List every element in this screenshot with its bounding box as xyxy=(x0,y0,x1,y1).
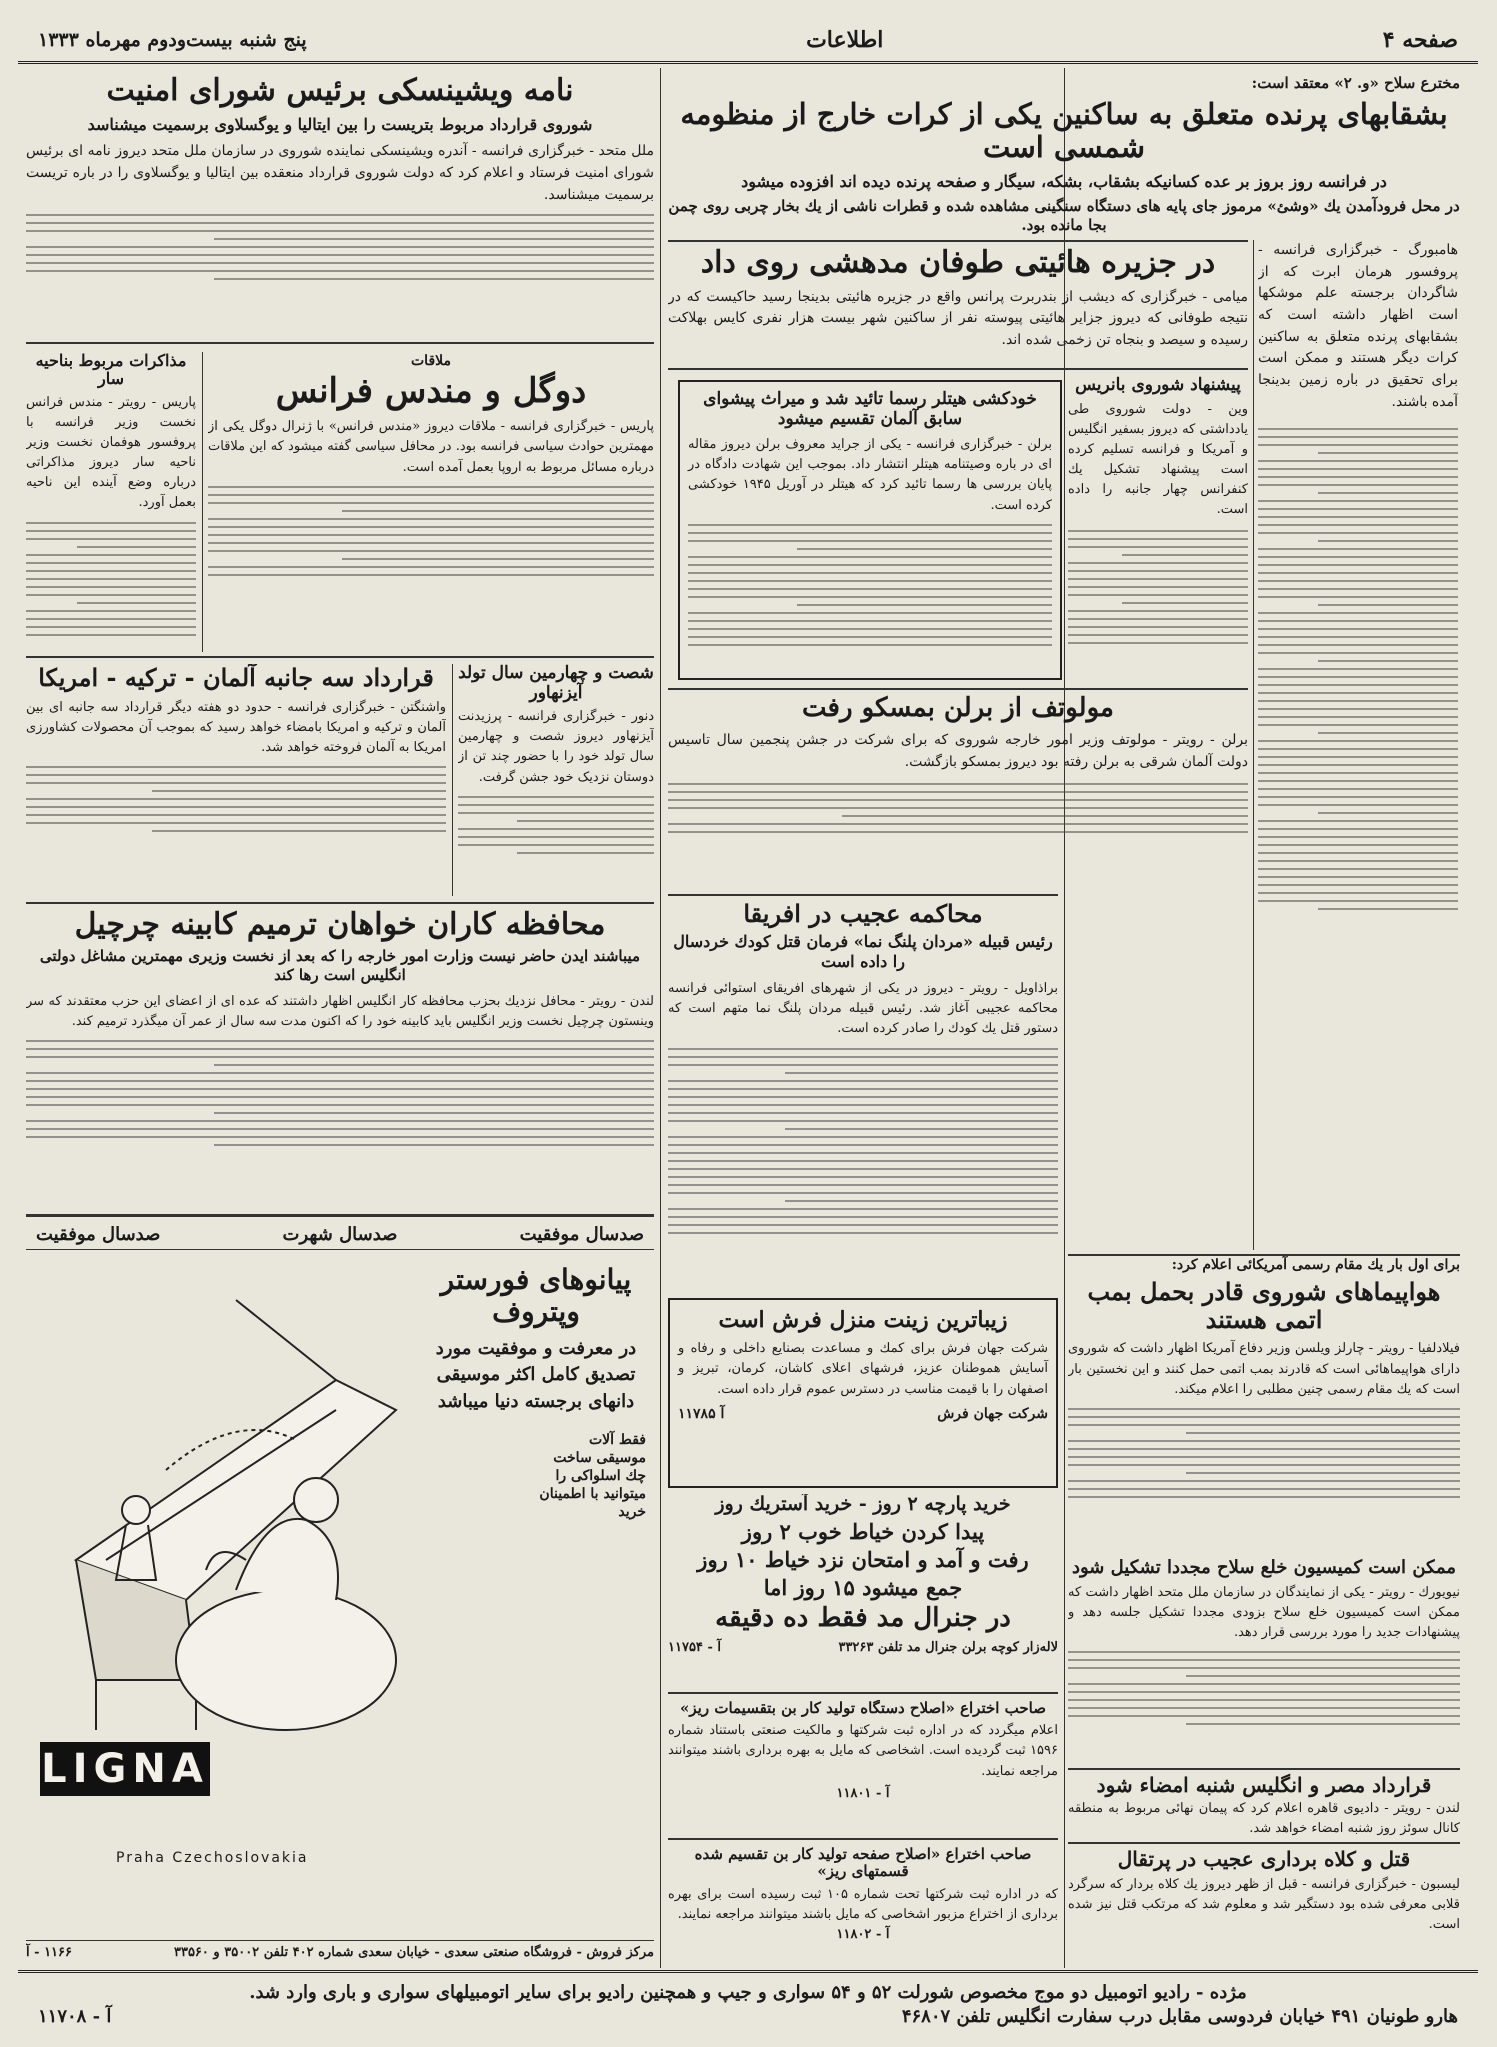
text-lines xyxy=(26,214,654,280)
article-lead: در فرانسه روز بروز بر عده کسانیکه بشقاب، بشکه، سیگار و صفحه پرنده دیده اند افزوده میشود xyxy=(741,172,1387,192)
ad-top-row xyxy=(26,1220,654,1250)
ad-body: شرکت جهان فرش برای کمك و مساعدت بصنایع داخلی و رفاه و آسایش هموطنان عزیز، فرشهای اعلای کاشان، کرمان، تبریز و اصفهان را با قیمت مناسب در دسترس عموم قرار داده است. xyxy=(678,1341,1048,1397)
text-lines xyxy=(208,486,654,576)
column-rule xyxy=(660,68,661,1968)
article-kicker: برای اول بار یك مقام رسمی آمریکائی اعلام کرد: xyxy=(1171,1257,1460,1273)
eisenhower-birthday-article xyxy=(458,664,654,896)
footer-ad xyxy=(18,1970,1478,2028)
text-lines xyxy=(26,766,446,832)
ad-headline: زیباترین زینت منزل فرش است xyxy=(718,1307,1008,1333)
typhoon-article xyxy=(668,240,1248,370)
section-rule xyxy=(26,902,654,904)
article-headline: محافظه کاران خواهان ترمیم کابینه چرچیل xyxy=(74,908,606,942)
piano-illustration-icon xyxy=(36,1260,416,1760)
article-body: میامی - خبرگزاری که دیشب از بندربرت پرانس واقع در جزیره هائیتی بدینجا رسید حاکیست که در نتیجه طوفانی که دیروز جزایر هائیتی پیوسته نفر از ساکنین شهر بیست هزار نفری کایس بهلاکت رسیده و سیصد و بنجاه تن زخمی شده اند. xyxy=(668,288,1248,348)
notice-body: اعلام میگردد که در اداره ثبت شرکتها و مالکیت صنعتی باستناد شماره ۱۵۹۶ ثبت گردیده است. اشخاصی که مایل به بهره برداری باشند میتوانند مراجعه نمایند. xyxy=(668,1723,1058,1779)
egypt-article xyxy=(1068,1768,1460,1838)
article-body: پاریس - خبرگزاری فرانسه - ملاقات دیروز «مندس فرانس» با ژنرال دوگل یکی از مهمترین حوادث سیاسی فرانسه بود. در محافل سیاسی گفته میشود که این ملاقات درباره مسائل مربوط به اروپا بعمل آمده است. xyxy=(208,419,654,475)
ad-side-text: فقط آلات موسیقی ساخت چك اسلواکی را میتوانید با اطمینان خرید xyxy=(539,1431,646,1521)
article-lead-2: در محل فرودآمدن یك «وشئ» مرموز جای پایه های دستگاه سنگینی مشاهده شده و قطرات ناشی از یك بخار چربی روی چمن بجا مانده بود. xyxy=(668,196,1460,234)
text-lines xyxy=(1068,1651,1460,1725)
article-body: لندن - رویتر - دادیوی قاهره اعلام کرد که پیمان نهائی مربوط به منطقه کانال سوئز روز شنبه امضاء خواهد شد. xyxy=(1068,1801,1460,1837)
section-rule xyxy=(26,1214,654,1217)
article-subheadline: میباشند ایدن حاضر نیست وزارت امور خارجه را که بعد از نخست وزیری مهمترین مشاغل دولتی انگلیس است رها کند xyxy=(39,946,641,984)
article-body: لندن - رویتر - محافل نزدیك بحزب محافظه کار انگلیس اظهار داشتند که عده ای از اعضای این حزب معتقدند که سر وینستون چرچیل نخست وزیر انگلیس باید کابینه خود را که اکنون مدت سه سال از عمر آن میگذرد ترمیم کند. xyxy=(26,993,654,1029)
article-body: برلن - رویتر - مولوتف وزیر امور خارجه شوروی که برای شرکت در جشن پنجمین سال تاسیس دولت آلمان شرقی به برلن رفته بود دیروز بمسکو بازگشت. xyxy=(668,731,1248,770)
article-headline: قتل و کلاه برداری عجیب در پرتقال xyxy=(1117,1847,1411,1871)
ad-text: در معرفت و موفقیت مورد تصدیق کامل اکثر موسیقی دانهای برجسته دنیا میباشد xyxy=(435,1338,637,1412)
churchill-article xyxy=(26,908,654,1208)
saar-article xyxy=(26,352,196,652)
text-lines xyxy=(668,1048,1058,1234)
masthead xyxy=(18,18,1478,64)
notice-headline: صاحب اختراع «اصلاح صفحه تولید کار بن تقسیم شده قسمتهای ریز» xyxy=(694,1846,1032,1881)
ad-line: پیدا کردن خیاط خوب ۲ روز xyxy=(741,1518,985,1544)
column-rule xyxy=(452,664,453,896)
ad-address: لاله‌زار کوچه برلن جنرال مد تلفن ۳۳۲۶۳ xyxy=(838,1640,1058,1656)
ad-slogan: صدسال موفقیت xyxy=(519,1224,644,1245)
ad-line: خرید پارچه ۲ روز - خرید آستریك روز xyxy=(715,1494,1011,1515)
notice-code: آ - ۱۱۸۰۱ xyxy=(836,1785,890,1801)
paper-name: اطلاعات xyxy=(806,26,884,53)
article-body: ملل متحد - خبرگزاری فرانسه - آندره ویشینسکی نماینده شوروی در سازمان ملل متحد دیروز نامه ای برئیس شورای امنیت فرستاد و اعلام کرد که دولت شوروی قرارداد منعقده بین ایتالیا و یوگسلاوی را در باره تریست برسمیت میشناسد. xyxy=(26,143,654,203)
ad-code: آ ۱۱۷۸۵ xyxy=(678,1405,725,1422)
article-headline: محاکمه عجیب در افریقا xyxy=(743,899,983,928)
africa-trial-article xyxy=(668,894,1058,1294)
article-headline: نامه ویشینسکی برئیس شورای امنیت xyxy=(106,74,574,108)
article-headline: قرارداد مصر و انگلیس شنبه امضاء شود xyxy=(1096,1773,1432,1797)
article-headline: پیشنهاد شوروی بانریس xyxy=(1075,376,1241,395)
article-headline: خودکشی هیتلر رسما تائید شد و میراث پیشوای سابق آلمان تقسیم میشود xyxy=(703,389,1037,429)
ligna-logo: LIGNA xyxy=(40,1742,210,1796)
degaulle-article xyxy=(208,352,654,652)
article-body: نیویورك - رویتر - یکی از نمایندگان در سازمان ملل متحد اظهار داشت که ممکن است کمیسیون خلع سلاح بزودی مجددا تشکیل جلسه دهد و پیشنهادات جدید را مورد بررسی قرار دهد. xyxy=(1068,1584,1460,1640)
footer-line-2: هارو طونیان ۴۹۱ خیابان فردوسی مقابل درب سفارت انگلیس تلفن ۴۶۸۰۷ xyxy=(901,2006,1458,2028)
treaty-article xyxy=(26,664,446,896)
article-body: براذاویل - رویتر - دیروز در یکی از شهرهای افریقای استوائی فرانسه محاکمه عجیبی آغاز شد. رئیس قبیله مردان پلنگ نما متهم است که دستور قتل یك کودك را صادر کرده است. xyxy=(668,981,1058,1037)
ad-line: رفت و آمد و امتحان نزد خیاط ۱۰ روز xyxy=(697,1546,1029,1572)
article-tag: ملاقات xyxy=(411,353,451,369)
professor-article xyxy=(1258,240,1458,1250)
disarmament-article xyxy=(1068,1558,1460,1763)
issue-date: پنج شنبه بیست‌ودوم مهرماه ۱۳۳۳ xyxy=(38,28,307,51)
ad-code: ۱۱۶۶ - آ xyxy=(26,1945,72,1960)
soviet-bombers-article xyxy=(1068,1254,1460,1554)
text-lines xyxy=(1068,1408,1460,1498)
article-headline: ممکن است کمیسیون خلع سلاح مجددا تشکیل شود xyxy=(1071,1558,1457,1578)
page-label: صفحه ۴ xyxy=(1382,26,1458,53)
section-rule xyxy=(26,656,654,658)
ad-seller: مرکز فروش - فروشگاه صنعتی سعدی - خیابان سعدی شماره ۴۰۲ تلفن ۳۵۰۰۲ و ۳۳۵۶۰ xyxy=(173,1945,654,1960)
article-headline: مذاکرات مربوط بناحیه سار xyxy=(35,352,187,389)
text-lines xyxy=(458,796,654,854)
patent-notice-1 xyxy=(668,1700,1058,1840)
text-lines xyxy=(26,522,196,636)
patent-notice-2 xyxy=(668,1846,1058,1966)
article-body: وین - دولت شوروی طی یادداشتی که دیروز بسفیر انگلیس و آمریکا و فرانسه تسلیم کرده است پیشنهاد تشکیل یك کنفرانس چهار جانبه را داده است. xyxy=(1068,401,1248,518)
notice-code: آ - ۱۱۸۰۲ xyxy=(836,1926,890,1942)
ad-title: پیانوهای فورستر وپتروف xyxy=(440,1263,632,1329)
ad-slogan: صدسال موفقیت xyxy=(36,1224,161,1245)
text-lines xyxy=(1068,530,1248,644)
text-lines xyxy=(26,1040,654,1146)
article-body: برلن - خبرگزاری فرانسه - یکی از جراید معروف برلن دیروز مقاله ای در باره وصیتنامه هیتلر انتشار داد. بموجب این شهادت دادگاه در پایان بررسی ها رسما تائید کرد که هیتلر در آوریل ۱۹۴۵ خودکشی کرده است. xyxy=(688,437,1052,513)
article-headline: شصت و چهارمین سال تولد آیزنهاور xyxy=(458,664,654,703)
article-subheadline: رئیس قبیله «مردان پلنگ نما» فرمان قتل کودك خردسال را داده است xyxy=(673,931,1053,972)
article-headline: قرارداد سه جانبه آلمان - ترکیه - امریکا xyxy=(38,664,434,692)
column-rule xyxy=(1253,240,1254,1250)
ad-line: در جنرال مد فقط ده دقیقه xyxy=(715,1603,1011,1634)
text-lines xyxy=(1258,428,1458,910)
ad-slogan: صدسال شهرت xyxy=(282,1224,398,1245)
ad-line: جمع میشود ۱۵ روز اما xyxy=(763,1575,963,1601)
soviet-proposal-article xyxy=(1068,376,1248,676)
article-credit: مخترع سلاح «و. ۲» معتقد است: xyxy=(1251,74,1460,92)
article-body: پاریس - رویتر - مندس فرانس نخست وزیر فرانسه با پروفسور هوفمان نخست وزیر ناحیه سار دیروز مذاکراتی درباره وضع آینده این ناحیه بعمل آورد. xyxy=(26,394,196,511)
portugal-article xyxy=(1068,1842,1460,1966)
ad-origin: Praha Czechoslovakia xyxy=(116,1850,309,1866)
molotov-article xyxy=(668,688,1248,888)
article-body: واشنگتن - خبرگزاری فرانسه - حدود دو هفته دیگر قرارداد سه جانبه ای بین آلمان و ترکیه و امریکا بامضاء خواهد رسید که بموجب آن محصولات کشاورزی امریکا به آلمان فروخته خواهد شد. xyxy=(26,699,446,755)
flying-saucer-article xyxy=(668,74,1460,234)
ad-code: آ - ۱۱۷۵۴ xyxy=(668,1640,721,1656)
column-rule xyxy=(202,352,203,652)
notice-body: که در اداره ثبت شرکتها تحت شماره ۱۰۵ ثبت رسیده است برای بهره برداری از اختراع مزبور اشخاصی که مایل باشند میتوانند مراجعه نمایند. xyxy=(668,1886,1058,1922)
article-headline: دوگل و مندس فرانس xyxy=(275,371,587,412)
carpet-ad xyxy=(668,1298,1058,1488)
article-headline: هواپیماهای شوروی قادر بحمل بمب اتمی هستند xyxy=(1087,1277,1441,1334)
notice-headline: صاحب اختراع «اصلاح دستگاه تولید کار بن بتقسیمات ریز» xyxy=(680,1700,1046,1717)
article-body: دنور - خبرگزاری فرانسه - پرزیدنت آیزنهاور دیروز شصت و چهارمین سال تولد خود را با حضور چند تن از دوستان نزدیک خود جشن گرفت. xyxy=(458,709,654,785)
ad-company: شرکت جهان فرش xyxy=(937,1405,1048,1422)
article-body: هامبورگ - خبرگزاری فرانسه - پروفسور هرمان ابرت که از شاگردان برجسته علم موشکها است اظهار داشته است که بشقابهای پرنده متعلق به ساکنین کرات دیگر هستند و ممکن است برای تحقیق در باره زمین بدینجا آمده باشند. xyxy=(1258,242,1458,410)
text-lines xyxy=(668,783,1248,833)
article-headline: در جزیره هائیتی طوفان مدهشی روی داد xyxy=(700,245,1216,280)
newspaper-page xyxy=(18,18,1478,2028)
article-headline: مولوتف از برلن بمسکو رفت xyxy=(802,693,1114,723)
article-body: لیسبون - خبرگزاری فرانسه - قبل از ظهر دیروز یك کلاه بردار که سرگرد قلابی معرفی شده بود دستگیر شد و معلوم شد که مرتکب قتل نیز شده است. xyxy=(1068,1877,1460,1933)
text-lines xyxy=(688,524,1052,646)
footer-line-1: مژده - رادیو اتومبیل دو موج مخصوص شورلت ۵۲ و ۵۴ سواری و جیپ و همچنین رادیو برای سایر اتومبیلهای سواری و باری وارد شد. xyxy=(249,1982,1247,2003)
article-headline: بشقابهای پرنده متعلق به ساکنین یکی از کرات خارج از منظومه شمسی است xyxy=(680,96,1448,164)
hitler-article xyxy=(678,380,1062,680)
article-subheadline: شوروی قرارداد مربوط بتریست را بین ایتالیا و یوگسلاوی برسمیت میشناسد xyxy=(87,114,593,134)
footer-code: آ - ۱۱۷۰۸ xyxy=(38,2006,112,2028)
piano-ad xyxy=(26,1220,654,1966)
article-body: فیلادلفیا - رویتر - چارلز ویلسن وزیر دفاع آمریکا اظهار داشت که شوروی دارای هواپیماهائی است که قادرند بمب اتمی حمل کنند و این نخستین بار است که یك مقام رسمی چنین مطلبی را اعلام میکند. xyxy=(1068,1341,1460,1397)
tailor-ad xyxy=(668,1494,1058,1694)
vyshinsky-article xyxy=(26,74,654,344)
